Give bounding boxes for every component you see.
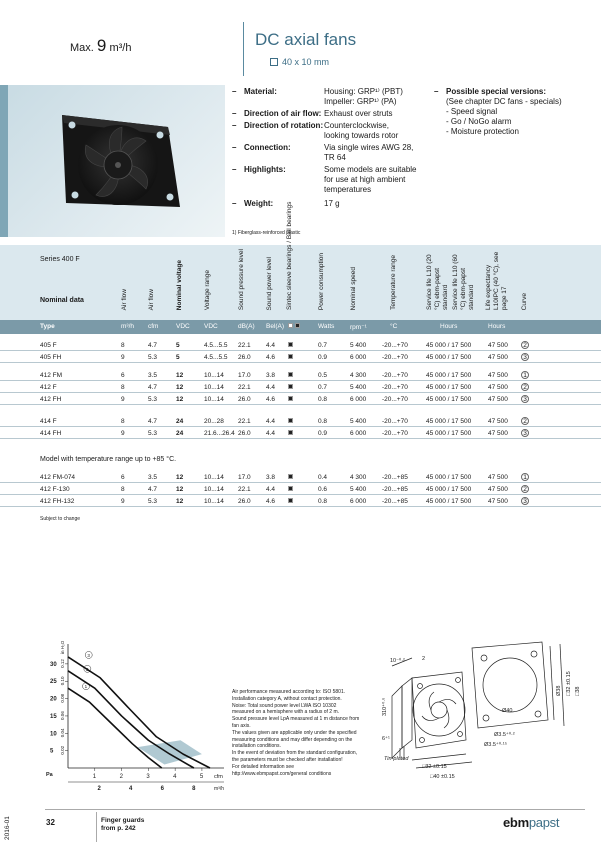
performance-chart bbox=[38, 636, 228, 796]
y2-tick-label: 0.12 bbox=[60, 659, 65, 668]
table-cell: 4 300 bbox=[350, 372, 367, 379]
table-cell: 5.3 bbox=[148, 354, 158, 361]
column-header: Curve bbox=[521, 292, 528, 310]
table-cell: 22.1 bbox=[238, 384, 251, 391]
dim-label: □38 bbox=[575, 686, 581, 696]
table-cell: 412 FM bbox=[40, 372, 63, 379]
table-cell: 26.0 bbox=[238, 498, 251, 505]
spec-label: – Material: bbox=[232, 87, 324, 107]
table-cell: 45 000 / 17 500 bbox=[426, 384, 472, 391]
unit-label: rpm⁻¹ bbox=[350, 324, 367, 331]
y2-tick-label: 0.04 bbox=[60, 728, 65, 738]
table-cell: 412 F bbox=[40, 384, 57, 391]
curve-number: 3 bbox=[521, 395, 529, 403]
dim-label: Ø40 bbox=[502, 708, 513, 714]
table-cell: 45 000 / 17 500 bbox=[426, 342, 472, 349]
table-cell: 45 000 / 17 500 bbox=[426, 418, 472, 425]
table-cell: 45 000 / 17 500 bbox=[426, 372, 472, 379]
table-cell: 47 500 bbox=[488, 486, 508, 493]
table-cell: 412 FH bbox=[40, 396, 62, 403]
ball-bearing-icon bbox=[288, 396, 293, 403]
column-header: Service life L10 (20 °C) ebm-papst standard bbox=[426, 254, 449, 310]
special-note: (See chapter DC fans - specials) bbox=[446, 97, 562, 106]
curve-number: 2 bbox=[521, 341, 529, 349]
ball-bearing-icon bbox=[288, 354, 293, 361]
spec-label: – Highlights: bbox=[232, 165, 324, 195]
note-line: measuring conditions and may differ depending on the bbox=[232, 736, 353, 743]
y-tick-label: 10 bbox=[50, 731, 57, 738]
column-header: Temperature range bbox=[390, 255, 397, 310]
note-line: fan axis. bbox=[232, 722, 251, 729]
table-cell: 12 bbox=[176, 474, 184, 481]
page-number: 32 bbox=[46, 818, 55, 827]
table-cell: 3.5 bbox=[148, 372, 158, 379]
dim-label: 10⁻⁰·² bbox=[390, 658, 405, 664]
table-cell: 17.0 bbox=[238, 372, 251, 379]
table-cell: 5 400 bbox=[350, 342, 367, 349]
column-header: Service life L10 (60 °C) ebm-papst standard bbox=[452, 254, 475, 310]
y2-tick-label: 0.06 bbox=[60, 711, 65, 720]
table-cell: 26.0 bbox=[238, 430, 251, 437]
curve-number: 3 bbox=[521, 429, 529, 437]
table-cell: 6 000 bbox=[350, 498, 367, 505]
table-cell: 6 bbox=[121, 474, 125, 481]
spec-label: – Connection: bbox=[232, 143, 324, 163]
table-row bbox=[0, 416, 601, 427]
spec-list bbox=[232, 87, 432, 211]
spec-label: – Direction of air flow: bbox=[232, 109, 324, 119]
table-cell: 47 500 bbox=[488, 354, 508, 361]
dim-label: □32 ±0.15 bbox=[566, 671, 572, 696]
special-item: - Moisture protection bbox=[446, 127, 519, 136]
table-cell: 4.5...5.5 bbox=[204, 354, 228, 361]
table-cell: 412 FM-074 bbox=[40, 474, 76, 481]
table-cell: 45 000 / 17 500 bbox=[426, 474, 472, 481]
table-cell: -20...+70 bbox=[382, 384, 408, 391]
x2-tick-label: 4 bbox=[129, 786, 133, 792]
table-cell: 47 500 bbox=[488, 430, 508, 437]
table-cell: 3.8 bbox=[266, 372, 276, 379]
table-cell: 405 FH bbox=[40, 354, 62, 361]
footer-divider bbox=[96, 812, 97, 842]
table-cell: 5 400 bbox=[350, 418, 367, 425]
table-cell: 0.9 bbox=[318, 430, 328, 437]
table-cell: 45 000 / 17 500 bbox=[426, 430, 472, 437]
table-cell: 6 000 bbox=[350, 354, 367, 361]
curve-number: 3 bbox=[521, 497, 529, 505]
spec-row bbox=[232, 109, 432, 119]
product-photo bbox=[0, 85, 225, 237]
column-header: Air flow bbox=[121, 288, 128, 310]
table-row bbox=[0, 352, 601, 363]
table-cell: 0.9 bbox=[318, 354, 328, 361]
table-cell: 4.7 bbox=[148, 384, 158, 391]
column-header: Life expectancy L10IPC (40 °C), see page 17 bbox=[485, 251, 508, 310]
spec-value: Housing: GRP¹⁾ (PBT) Impeller: GRP¹⁾ (PA) bbox=[324, 87, 403, 106]
table-row bbox=[0, 428, 601, 439]
unit-label: Bel(A) bbox=[266, 323, 285, 330]
table-cell: 47 500 bbox=[488, 372, 508, 379]
table-cell: 9 bbox=[121, 498, 125, 505]
table-cell: 6 000 bbox=[350, 396, 367, 403]
footnote: 1) Fiberglass-reinforced plastic bbox=[232, 230, 301, 236]
table-cell: 5 bbox=[176, 354, 180, 361]
table-cell: -20...+85 bbox=[382, 474, 408, 481]
table-cell: 3.5 bbox=[148, 474, 158, 481]
ball-bearing-icon bbox=[288, 418, 293, 425]
unit-label: cfm bbox=[148, 323, 159, 330]
table-cell: 0.8 bbox=[318, 418, 328, 425]
square-icon bbox=[270, 58, 278, 66]
curve-marker-label: 3 bbox=[87, 652, 90, 658]
curve-marker-label: 1 bbox=[84, 684, 88, 690]
note-line: Sound pressure level LpA measured at 1 m distance from bbox=[232, 716, 360, 723]
unit-bar bbox=[0, 320, 601, 334]
table-cell: 10...14 bbox=[204, 372, 224, 379]
table-cell: 24 bbox=[176, 418, 184, 425]
fan-image bbox=[0, 85, 225, 237]
dimension-drawing bbox=[382, 636, 582, 796]
table-cell: 5 400 bbox=[350, 384, 367, 391]
spec-row bbox=[232, 143, 432, 163]
table-cell: 4.4 bbox=[266, 384, 276, 391]
y-tick-label: 20 bbox=[50, 696, 57, 703]
y-tick-label: 15 bbox=[50, 713, 57, 720]
footer-rule bbox=[45, 809, 585, 810]
x-tick-label: 1 bbox=[92, 774, 97, 780]
table-cell: 26.0 bbox=[238, 396, 251, 403]
ball-bearing-icon bbox=[288, 430, 293, 437]
unit-label: Type bbox=[40, 323, 55, 330]
spec-row bbox=[232, 165, 432, 195]
note-line: For detailed information see bbox=[232, 763, 294, 770]
table-cell: 3.8 bbox=[266, 474, 276, 481]
y2-axis-label: in H₂O bbox=[60, 640, 65, 654]
table-cell: 0.7 bbox=[318, 384, 328, 391]
note-line: measured on a hemisphere with a radius of 2 m. bbox=[232, 709, 339, 716]
table-cell: 0.5 bbox=[318, 372, 328, 379]
table-cell: 47 500 bbox=[488, 474, 508, 481]
x2-tick-label: 6 bbox=[160, 786, 164, 792]
curve-number: 1 bbox=[521, 371, 529, 379]
spec-value: Via single wires AWG 28, TR 64 bbox=[324, 143, 414, 162]
spec-value: 17 g bbox=[324, 199, 340, 208]
table-cell: 414 FH bbox=[40, 430, 62, 437]
table-cell: 4.6 bbox=[266, 498, 276, 505]
dim-label: 310⁺⁰·⁶ bbox=[382, 697, 388, 716]
page-subtitle: 40 x 10 mm bbox=[270, 57, 329, 67]
table-cell: 405 F bbox=[40, 342, 57, 349]
table-cell: 4.6 bbox=[266, 396, 276, 403]
table-cell: 47 500 bbox=[488, 418, 508, 425]
table-cell: 17.0 bbox=[238, 474, 251, 481]
x2-tick-label: 2 bbox=[97, 786, 101, 792]
table-cell: 45 000 / 17 500 bbox=[426, 354, 472, 361]
table-cell: 8 bbox=[121, 418, 125, 425]
spec-label: – Weight: bbox=[232, 199, 324, 209]
table-cell: 10...14 bbox=[204, 396, 224, 403]
unit-label: °C bbox=[390, 323, 398, 330]
x-tick-label: 2 bbox=[119, 774, 123, 780]
x-tick-label: 3 bbox=[146, 774, 150, 780]
table-cell: 0.8 bbox=[318, 498, 328, 505]
table-row bbox=[0, 496, 601, 507]
special-versions bbox=[434, 87, 594, 137]
spec-row bbox=[232, 199, 432, 209]
table-cell: 12 bbox=[176, 372, 184, 379]
brand-logo: ebmpapst bbox=[503, 815, 560, 830]
table-cell: 45 000 / 17 500 bbox=[426, 486, 472, 493]
column-header: Nominal speed bbox=[350, 266, 357, 310]
curve-number: 3 bbox=[521, 353, 529, 361]
table-cell: 4.7 bbox=[148, 342, 158, 349]
column-header: Sound pressure level bbox=[238, 248, 245, 310]
table-row bbox=[0, 484, 601, 495]
y-tick-label: 5 bbox=[50, 748, 54, 755]
table-cell: -20...+70 bbox=[382, 372, 408, 379]
table-cell: 8 bbox=[121, 486, 125, 493]
table-cell: 24 bbox=[176, 430, 184, 437]
table-cell: 20...28 bbox=[204, 418, 224, 425]
table-cell: 5.3 bbox=[148, 430, 158, 437]
dim-label: Ø38 bbox=[556, 685, 562, 696]
x-axis-label: cfm bbox=[214, 774, 223, 780]
chart-notes bbox=[232, 689, 382, 777]
unit-label: VDC bbox=[176, 323, 190, 330]
table-cell: -20...+70 bbox=[382, 342, 408, 349]
note-line: The values given are applicable only under the specified bbox=[232, 729, 357, 736]
table-cell: 4.4 bbox=[266, 342, 276, 349]
unit-label: VDC bbox=[204, 323, 218, 330]
table-cell: 45 000 / 17 500 bbox=[426, 396, 472, 403]
table-cell: 414 F bbox=[40, 418, 57, 425]
table-cell: -20...+70 bbox=[382, 396, 408, 403]
dim-label: 2 bbox=[422, 656, 426, 662]
table-cell: 412 FH-132 bbox=[40, 498, 75, 505]
spec-value: Exhaust over struts bbox=[324, 109, 393, 118]
x-tick-label: 5 bbox=[199, 774, 204, 780]
ball-bearing-icon bbox=[288, 474, 293, 481]
dim-label: Ø3.5⁺⁰·¹⁵ bbox=[484, 742, 507, 748]
note-line: In the event of deviation from the standard configuration, bbox=[232, 750, 358, 757]
column-header: Power consumption bbox=[318, 252, 325, 310]
spec-label: – Direction of rotation: bbox=[232, 121, 324, 141]
table-cell: 26.0 bbox=[238, 354, 251, 361]
table-row bbox=[0, 340, 601, 351]
special-item: - Go / NoGo alarm bbox=[446, 117, 512, 126]
table-cell: 12 bbox=[176, 498, 184, 505]
table-cell: -20...+70 bbox=[382, 418, 408, 425]
table-cell: 47 500 bbox=[488, 396, 508, 403]
table-cell: 8 bbox=[121, 342, 125, 349]
table-cell: 22.1 bbox=[238, 342, 251, 349]
section-label: Model with temperature range up to +85 °C. bbox=[40, 456, 177, 463]
spec-row bbox=[232, 87, 432, 107]
column-header: Sound power level bbox=[266, 256, 273, 310]
ball-bearing-icon bbox=[288, 486, 293, 493]
table-cell: 0.4 bbox=[318, 474, 328, 481]
note-line: Installation category A, without contact protection. bbox=[232, 695, 342, 702]
unit-label: Hours bbox=[440, 323, 458, 330]
y2-tick-label: 0.08 bbox=[60, 693, 65, 703]
table-row bbox=[0, 472, 601, 483]
ball-bearing-icon bbox=[288, 342, 293, 349]
table-cell: 47 500 bbox=[488, 498, 508, 505]
table-cell: 12 bbox=[176, 486, 184, 493]
note-line: http://www.ebmpapst.com/general conditions bbox=[232, 770, 332, 777]
table-cell: 4 300 bbox=[350, 474, 367, 481]
page-title: DC axial fans bbox=[255, 30, 357, 49]
table-cell: 412 F-130 bbox=[40, 486, 70, 493]
table-cell: 10...14 bbox=[204, 474, 224, 481]
table-cell: 4.4 bbox=[266, 418, 276, 425]
table-cell: 8 bbox=[121, 384, 125, 391]
unit-label: Watts bbox=[318, 323, 335, 330]
subject-to-change: Subject to change bbox=[40, 516, 81, 522]
y2-tick-label: 0.10 bbox=[60, 676, 65, 686]
table-cell: -20...+85 bbox=[382, 498, 408, 505]
x-tick-label: 4 bbox=[173, 774, 177, 780]
table-cell: 4.7 bbox=[148, 418, 158, 425]
table-cell: 47 500 bbox=[488, 384, 508, 391]
note-line: installation conditions. bbox=[232, 743, 281, 750]
finger-guards-link[interactable]: Finger guards from p. 242 bbox=[101, 817, 145, 832]
tin-plated-label: Tin-plated bbox=[384, 756, 409, 762]
ball-bearing-icon bbox=[288, 372, 293, 379]
curve-number: 2 bbox=[521, 383, 529, 391]
operating-area bbox=[138, 740, 202, 764]
table-row bbox=[0, 382, 601, 393]
table-cell: 6 000 bbox=[350, 430, 367, 437]
table-row bbox=[0, 394, 601, 405]
table-cell: 9 bbox=[121, 354, 125, 361]
y2-tick-label: 0.02 bbox=[60, 745, 65, 755]
curve-marker-label: 2 bbox=[85, 666, 89, 672]
table-cell: 21.6...26.4 bbox=[204, 430, 235, 437]
x2-tick-label: 8 bbox=[192, 786, 196, 792]
dim-label: Ø3.5⁺⁰·² bbox=[494, 732, 515, 738]
dim-label: □40 ±0.15 bbox=[430, 774, 455, 780]
table-cell: 45 000 / 17 500 bbox=[426, 498, 472, 505]
table-row bbox=[0, 370, 601, 381]
curve-number: 2 bbox=[521, 417, 529, 425]
special-heading: – Possible special versions: bbox=[434, 87, 594, 97]
unit-label: dB(A) bbox=[238, 323, 255, 330]
table-cell: 9 bbox=[121, 396, 125, 403]
table-cell: 0.8 bbox=[318, 396, 328, 403]
edition-date: 2016-01 bbox=[4, 816, 11, 840]
column-header: Sintec sleeve bearings / Ball bearings bbox=[286, 201, 293, 310]
spec-row bbox=[232, 121, 432, 141]
table-cell: 4.4 bbox=[266, 430, 276, 437]
header-divider bbox=[243, 22, 244, 76]
table-cell: 4.4 bbox=[266, 486, 276, 493]
table-cell: 6 bbox=[121, 372, 125, 379]
table-cell: 4.5...5.5 bbox=[204, 342, 228, 349]
column-header: Voltage range bbox=[204, 269, 211, 310]
y-axis-label: Pa bbox=[46, 772, 53, 778]
series-label: Series 400 F bbox=[40, 256, 80, 263]
table-cell: 0.7 bbox=[318, 342, 328, 349]
spec-value: Counterclockwise, looking towards rotor bbox=[324, 121, 399, 140]
table-cell: 12 bbox=[176, 384, 184, 391]
note-line: the parameters must be checked after installation! bbox=[232, 756, 343, 763]
table-cell: 22.1 bbox=[238, 486, 251, 493]
spec-value: Some models are suitable for use at high ambient temperatures bbox=[324, 165, 417, 194]
y-tick-label: 30 bbox=[50, 661, 57, 668]
table-cell: 5 bbox=[176, 342, 180, 349]
table-cell: 10...14 bbox=[204, 486, 224, 493]
x2-axis-label: m³/h bbox=[214, 786, 224, 792]
note-line: Air performance measured according to: ISO 5801. bbox=[232, 689, 346, 695]
table-cell: 12 bbox=[176, 396, 184, 403]
table-cell: 47 500 bbox=[488, 342, 508, 349]
ball-bearing-icon bbox=[288, 498, 293, 505]
dim-label: 6⁺¹ bbox=[382, 736, 390, 742]
table-cell: 10...14 bbox=[204, 498, 224, 505]
y-tick-label: 25 bbox=[50, 679, 57, 686]
table-cell: 0.6 bbox=[318, 486, 328, 493]
dim-label: □32 ±0.15 bbox=[422, 764, 447, 770]
table-cell: -20...+70 bbox=[382, 354, 408, 361]
ball-bearing-icon bbox=[288, 384, 293, 391]
table-cell: -20...+85 bbox=[382, 486, 408, 493]
table-cell: 5.3 bbox=[148, 396, 158, 403]
unit-label: m³/h bbox=[121, 323, 134, 330]
table-cell: 22.1 bbox=[238, 418, 251, 425]
table-cell: 9 bbox=[121, 430, 125, 437]
bearing-symbols bbox=[288, 323, 300, 330]
table-cell: 4.7 bbox=[148, 486, 158, 493]
curve-number: 2 bbox=[521, 485, 529, 493]
table-cell: 5 400 bbox=[350, 486, 367, 493]
special-item: - Speed signal bbox=[446, 107, 498, 116]
note-line: Noise: Total sound power level LWA ISO 10302 bbox=[232, 702, 337, 709]
column-header: Nominal voltage bbox=[176, 259, 183, 310]
unit-label: Hours bbox=[488, 323, 506, 330]
max-airflow: Max. 9 m³/h bbox=[70, 36, 132, 55]
nominal-data-label: Nominal data bbox=[40, 297, 84, 304]
table-cell: -20...+70 bbox=[382, 430, 408, 437]
table-cell: 10...14 bbox=[204, 384, 224, 391]
curve-number: 1 bbox=[521, 473, 529, 481]
table-cell: 5.3 bbox=[148, 498, 158, 505]
table-cell: 4.6 bbox=[266, 354, 276, 361]
column-header: Air flow bbox=[148, 288, 155, 310]
